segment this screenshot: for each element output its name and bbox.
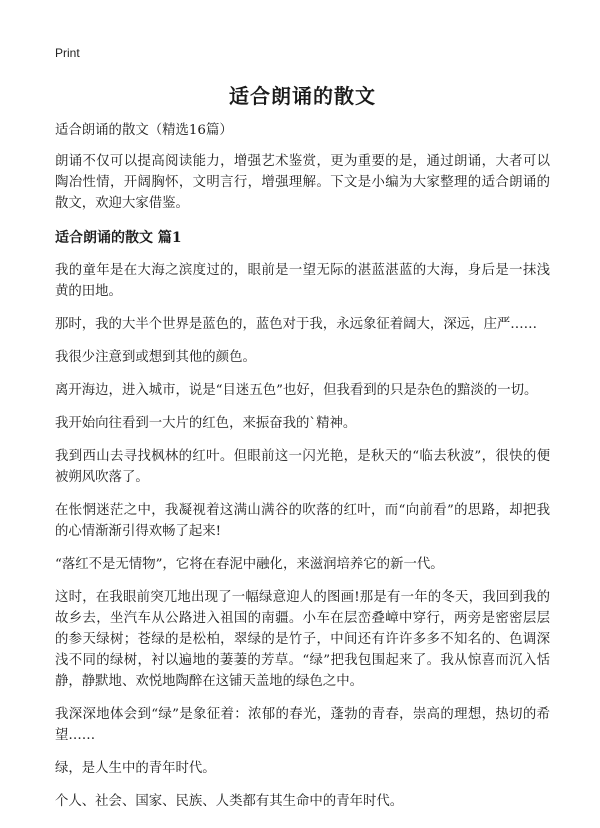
paragraph-9: 这时，在我眼前突兀地出现了一幅绿意迎人的图画!那是有一年的冬天，我回到我的故乡去，坐汽车从公路进入祖国的南疆。小车在层峦叠嶂中穿行，两旁是密密层层的参天绿树；苍绿的是松柏，翠绿的是竹子，中间还有许许多多不知名的、色调深浅不同的绿树，衬以遍地的萋萋的芳草。“绿”把我包围起来了。我从惊喜而沉入恬静，静默地、欢悦地陶醉在这铺天盖地的绿色之中。 xyxy=(55,590,550,689)
section-heading: 适合朗诵的散文 篇1 xyxy=(55,230,182,246)
paragraph-11: 绿，是人生中的青年时代。 xyxy=(55,761,216,776)
paragraph-6: 我到西山去寻找枫林的红叶。但眼前这一闪光艳，是秋天的“临去秋波”，很快的便被朔风吹落了。 xyxy=(55,449,550,485)
article-body xyxy=(55,120,550,824)
print-link[interactable]: Print xyxy=(55,46,80,60)
page-title: 适合朗诵的散文 xyxy=(229,84,376,108)
paragraph-8: “落红不是无情物”，它将在春泥中融化，来滋润培养它的新一代。 xyxy=(55,557,444,572)
paragraph-2: 那时，我的大半个世界是蓝色的，蓝色对于我，永远象征着阔大，深远，庄严…… xyxy=(55,317,538,332)
paragraph-3: 我很少注意到或想到其他的颜色。 xyxy=(55,350,256,365)
intro-paragraph: 朗诵不仅可以提高阅读能力，增强艺术鉴赏，更为重要的是，通过朗诵，大者可以陶冶性情，开阔胸怀，文明言行，增强理解。下文是小编为大家整理的适合朗诵的散文，欢迎大家借鉴。 xyxy=(55,154,550,211)
paragraph-12: 个人、社会、国家、民族、人类都有其生命中的青年时代。 xyxy=(55,794,404,809)
paragraph-5: 我开始向往看到一大片的红色，来振奋我的`精神。 xyxy=(55,416,357,431)
paragraph-4: 离开海边，进入城市，说是“目迷五色”也好，但我看到的只是杂色的黯淡的一切。 xyxy=(55,383,538,398)
paragraph-10: 我深深地体会到“绿”是象征着：浓郁的春光，蓬勃的青春，崇高的理想，热切的希望…… xyxy=(55,707,550,743)
paragraph-1: 我的童年是在大海之滨度过的，眼前是一望无际的湛蓝湛蓝的大海，身后是一抹浅黄的田地。 xyxy=(55,263,550,299)
paragraph-7: 在怅惘迷茫之中，我凝视着这满山满谷的吹落的红叶，而“向前看”的思路，却把我的心情渐渐引得欢畅了起来! xyxy=(55,503,550,539)
article-subtitle: 适合朗诵的散文（精选16篇） xyxy=(55,123,233,138)
